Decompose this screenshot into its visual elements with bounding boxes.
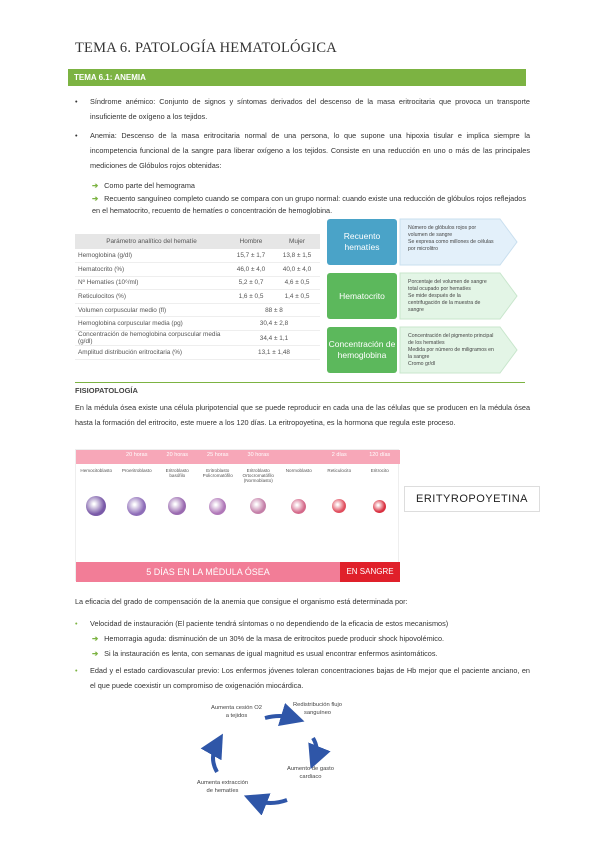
cell-illustration-icon: [373, 500, 386, 513]
arrow-item-lenta: [92, 648, 532, 660]
table-cell-parameter: Nº Hematíes (10⁶/ml): [75, 276, 228, 290]
arrow-text: Recuento sanguíneo completo cuando se compara con un grupo normal: cuando existe una reducción de glóbulos rojos reflejados en el hematocrito, recuento de hematíes o concentración de hemoglobina.: [92, 194, 526, 215]
bullet-text: Velocidad de instauración (El paciente tendrá síntomas o no dependiendo de la eficacia de estos mecanismos): [90, 619, 449, 628]
table-cell-value: 30,4 ± 2,8: [228, 317, 320, 331]
cycle-step-hematies: Aumenta extracción de hematíes: [196, 780, 249, 794]
strip-cell-label: Eritroblasto Ortocromatófilo (Normoblasto): [242, 468, 274, 483]
compensacion-text: La eficacia del grado de compensación de la anemia que consigue el organismo está determinada por:: [75, 597, 408, 606]
table-cell-parameter: Hemoglobina (g/dl): [75, 249, 228, 263]
table-cell-parameter: Amplitud distribución eritrocitaria (%): [75, 346, 228, 360]
box-hemoglobina: Concentración de hemoglobina: [327, 327, 397, 373]
strip-cell-label: Normoblasto: [285, 468, 312, 473]
table-cell-value: 13,1 ± 1,48: [228, 346, 320, 360]
table-cell-parameter: Concentración de hemoglobina corpuscular media (g/dl): [75, 331, 228, 346]
table-cell-value: 88 ± 8: [228, 303, 320, 317]
bullet-dot: •: [75, 619, 78, 628]
table-row: [75, 317, 320, 331]
page-title: TEMA 6. PATOLOGÍA HEMATOLÓGICA: [75, 40, 337, 56]
bullet-text: Anemia: Descenso de la masa eritrocitaria normal de una persona, lo que supone una hipoxia tisular e implica siempre la incompetencia funcional de la sangre para liberar oxígeno a los tejidos. Consiste en una reducción en uno o más de las principales mediciones de Glóbulos rojos obtenidas:: [90, 131, 530, 170]
arrow-icon: ➔: [92, 181, 99, 190]
table-row: [75, 303, 320, 317]
table-header: Hombre: [228, 234, 274, 249]
hematie-table: [75, 234, 320, 360]
table-cell-value: 1,4 ± 0,5: [274, 290, 320, 304]
box-hematocrito-details: [400, 275, 510, 318]
fisiopatologia-heading: FISIOPATOLOGÍA: [75, 386, 138, 395]
table-cell-value: 4,6 ± 0,5: [274, 276, 320, 290]
strip-time-label: 2 días: [331, 452, 347, 458]
strip-cell-label: Eritroblasto Policromatófilo: [202, 468, 233, 478]
arrow-text: Hemorragia aguda: disminución de un 30% de la masa de eritrocitos puede producir shock hipovolémico.: [104, 634, 445, 643]
box-hematocrito: Hematocrito: [327, 273, 397, 319]
table-cell-value: 13,8 ± 1,5: [274, 249, 320, 263]
arrow-item-hemograma: [92, 180, 532, 192]
hematie-table-wrap: [75, 234, 320, 360]
arrow-text: Como parte del hemograma: [104, 181, 195, 190]
erythropoiesis-strip: [75, 449, 399, 581]
bullet-sindrome: [75, 94, 530, 124]
parametros-diagram: [325, 217, 525, 377]
bullet-edad: [75, 663, 530, 693]
bullet-dot: •: [75, 666, 78, 675]
sangre-band: EN SANGRE: [340, 562, 400, 582]
table-cell-value: 46,0 ± 4,0: [228, 263, 274, 277]
table-row: [75, 346, 320, 360]
table-row: [75, 263, 320, 277]
strip-cell-column: [76, 450, 117, 562]
detail-text: Concentración del pigmento principal de los hematíes: [408, 333, 494, 346]
arrow-icon: ➔: [92, 194, 99, 203]
strip-cell-column: [157, 450, 198, 562]
arrow-item-recuento: [92, 193, 532, 217]
strip-cell-column: [238, 450, 279, 562]
table-cell-value: 34,4 ± 1,1: [228, 331, 320, 346]
fisio-paragraph: En la médula ósea existe una célula pluripotencial que se puede reproducir en cada una de las células que se producen en la médula ósea hasta la formación del eritrocito, este muere a los 120 días. La eritropoyetina, es la hormona que regula este proceso.: [75, 403, 530, 427]
erythropoietin-label: ERITYROPOYETINA: [404, 486, 540, 512]
box-recuento: Recuento hematíes: [327, 219, 397, 265]
strip-cell-label: Hemocitoblasto: [80, 468, 113, 473]
table-header-row: [75, 234, 320, 249]
table-cell-value: 15,7 ± 1,7: [228, 249, 274, 263]
detail-text: Cromo gr/dl: [408, 361, 436, 367]
strip-cell-column: [279, 450, 320, 562]
strip-time-label: 30 horas: [247, 452, 269, 458]
table-cell-parameter: Volumen corpuscular medio (fl): [75, 303, 228, 317]
strip-time-label: 20 horas: [126, 452, 148, 458]
table-cell-value: 5,2 ± 0,7: [228, 276, 274, 290]
table-header: Mujer: [274, 234, 320, 249]
arrow-icon: ➔: [92, 649, 99, 658]
table-row: [75, 290, 320, 304]
table-cell-parameter: Reticulocitos (%): [75, 290, 228, 304]
cell-illustration-icon: [127, 497, 146, 516]
bullet-text: Síndrome anémico: Conjunto de signos y síntomas derivados del descenso de la masa eritrocitaria que provoca un transporte insuficiente de oxígeno a los tejidos.: [90, 97, 530, 121]
strip-cell-label: Eritrocito: [370, 468, 389, 473]
compensation-cycle: [195, 700, 345, 815]
box-recuento-details: [400, 221, 510, 257]
section-divider: [75, 382, 525, 383]
table-cell-value: 40,0 ± 4,0: [274, 263, 320, 277]
table-row: [75, 331, 320, 346]
cell-illustration-icon: [168, 497, 186, 515]
table-cell-parameter: Hematocrito (%): [75, 263, 228, 277]
arrow-icon: ➔: [92, 634, 99, 643]
strip-cell-column: [319, 450, 360, 562]
cycle-step-redistribucion: Redistribución flujo sanguíneo: [293, 702, 342, 716]
bullet-dot: •: [75, 131, 78, 140]
strip-cell-column: [360, 450, 401, 562]
table-header: Parámetro analítico del hematíe: [75, 234, 228, 249]
table-cell-parameter: Hemoglobina corpuscular media (pg): [75, 317, 228, 331]
table-cell-value: 1,6 ± 0,5: [228, 290, 274, 304]
cell-illustration-icon: [332, 499, 346, 513]
cell-illustration-icon: [86, 496, 106, 516]
strip-cell-column: [117, 450, 158, 562]
strip-time-label: 25 horas: [207, 452, 229, 458]
cell-illustration-icon: [209, 498, 226, 515]
strip-time-label: 20 horas: [166, 452, 188, 458]
detail-text: Se mide después de la centrifugación de la muestra de sangre: [408, 293, 481, 313]
bullet-velocidad: [75, 616, 530, 631]
bullet-text: Edad y el estado cardiovascular previo: Los enfermos jóvenes toleran concentraciones bajas de Hb mejor que el paciente anciano, en el que puede coexistir un compromiso de oxigenación miocárdica.: [90, 666, 530, 690]
bullet-dot: •: [75, 97, 78, 106]
cell-illustration-icon: [291, 499, 306, 514]
bullet-anemia: [75, 128, 530, 173]
strip-cell-label: Proeritroblasto: [121, 468, 152, 473]
arrow-item-hemorragia: [92, 633, 532, 645]
strip-cell-label: Eritroblasto basófilo: [165, 468, 189, 478]
table-row: [75, 276, 320, 290]
table-row: [75, 249, 320, 263]
cycle-step-gasto: Aumento de gasto cardiaco: [286, 766, 335, 780]
strip-cell-column: [198, 450, 239, 562]
detail-text: Número de glóbulos rojos por volumen de sangre: [408, 225, 477, 238]
strip-cell-label: Reticulocito: [327, 468, 352, 473]
detail-text: Se expresa como millones de células por microlitro: [408, 239, 494, 252]
medula-band: 5 DÍAS EN LA MÉDULA ÓSEA: [76, 562, 340, 582]
section-header: TEMA 6.1: ANEMIA: [68, 69, 526, 86]
arrow-text: Si la instauración es lenta, con semanas de igual magnitud es usual encontrar enfermos asintomáticos.: [104, 649, 438, 658]
cycle-step-cesion: Aumenta cesión O2 a tejidos: [211, 705, 262, 719]
detail-text: Medida por número de miligramos en la sangre: [408, 347, 494, 360]
strip-time-label: 120 días: [369, 452, 391, 458]
cell-illustration-icon: [250, 498, 266, 514]
detail-text: Porcentaje del volumen de sangre total ocupado por hematíes: [408, 279, 487, 292]
box-hemoglobina-details: [400, 329, 510, 372]
